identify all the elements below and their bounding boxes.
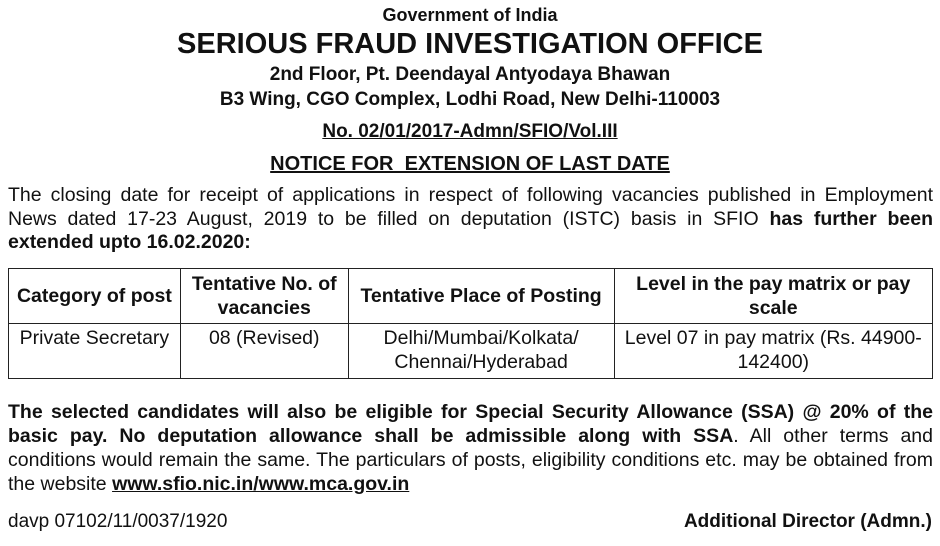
ssa-statement: The selected candidates will also be eligible for Special Security Allowance (SSA) @ 20% of the basic pay. No deputation allowance shall be admissible along with SSA	[8, 401, 933, 447]
cell-vacancies: 08 (Revised)	[180, 324, 348, 379]
reference-number-text: No. 02/01/2017-Admn/SFIO/Vol.III	[322, 121, 618, 142]
table-header-row	[9, 269, 933, 324]
signatory: Additional Director (Admn.)	[683, 511, 932, 532]
closing-paragraph	[8, 400, 933, 496]
davp-code: davp 07102/11/0037/1920	[8, 511, 228, 532]
intro-paragraph	[8, 184, 933, 255]
cell-category: Private Secretary	[9, 324, 181, 379]
notice-title-text: NOTICE FOR EXTENSION OF LAST DATE	[270, 153, 670, 175]
website-link[interactable]: www.sfio.nic.in/www.mca.gov.in	[112, 473, 410, 495]
intro-text: The closing date for receipt of applications in respect of following vacancies published in Employment News dated 17-23 August, 2019 to be filled on deputation (ISTC) basis in SFIO	[8, 184, 933, 230]
intro-extended-date: has further been extended upto 16.02.2020:	[8, 207, 933, 253]
cell-level: Level 07 in pay matrix (Rs. 44900-142400)	[614, 324, 932, 379]
cell-place: Delhi/Mumbai/Kolkata/ Chennai/Hyderabad	[348, 324, 614, 379]
office-title: SERIOUS FRAUD INVESTIGATION OFFICE	[177, 28, 763, 60]
header-vacancies: Tentative No. of vacancies	[180, 269, 348, 324]
table-row	[9, 324, 933, 379]
vacancy-table	[8, 268, 933, 379]
closing-text: . All other terms and conditions would remain the same. The particulars of posts, eligibility conditions etc. may be obtained from the website	[8, 425, 933, 495]
header-level: Level in the pay matrix or pay scale	[614, 269, 932, 324]
notice-title	[0, 152, 940, 176]
address-line-1: 2nd Floor, Pt. Deendayal Antyodaya Bhawan	[269, 64, 671, 85]
reference-number	[0, 120, 940, 144]
address-line-2: B3 Wing, CGO Complex, Lodhi Road, New Delhi-110003	[219, 89, 721, 110]
header-category: Category of post	[9, 269, 181, 324]
government-heading: Government of India	[382, 5, 558, 25]
header-place: Tentative Place of Posting	[348, 269, 614, 324]
